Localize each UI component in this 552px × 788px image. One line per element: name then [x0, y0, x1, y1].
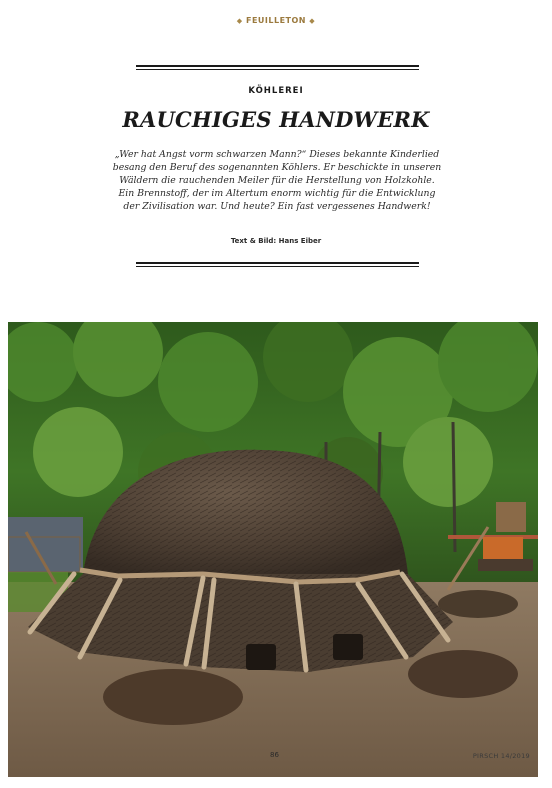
top-double-rule: [136, 65, 419, 70]
diamond-ornament-icon: ◆: [236, 17, 243, 25]
byline: Text & Bild: Hans Eiber: [230, 237, 322, 245]
page-number: 86: [270, 751, 279, 759]
lead-line: „Wer hat Angst vorm schwarzen Mann?“ Dieses bekannte Kinderlied: [114, 149, 440, 160]
lead-line: besang den Beruf des sogenannten Köhlers. Er beschickte in unseren: [112, 162, 442, 173]
charcoal-kiln-photo: [8, 322, 538, 777]
machine: [483, 537, 523, 559]
vent-hole-right: [333, 634, 363, 660]
article-lead: [92, 148, 462, 213]
trailer: [478, 559, 533, 571]
lead-line: Ein Brennstoff, der im Altertum enorm wichtig für die Entwicklung: [118, 188, 436, 199]
soil-heap-front: [103, 669, 243, 725]
vent-hole-left: [246, 644, 276, 670]
lead-line: Wäldern die rauchenden Meiler für die Herstellung von Holzkohle.: [119, 175, 435, 186]
section-label: [0, 16, 552, 25]
lead-line: der Zivilisation war. Und heute? Ein fast vergessenes Handwerk!: [123, 201, 431, 212]
article-headline: RAUCHIGES HANDWERK: [122, 107, 430, 132]
wood-stack: [496, 502, 526, 532]
soil-heap-right: [408, 650, 518, 698]
article-kicker: KÖHLEREI: [248, 86, 304, 96]
bottom-double-rule: [136, 262, 419, 267]
magazine-issue: PIRSCH 14/2019: [472, 752, 530, 760]
diamond-ornament-icon: ◆: [309, 17, 316, 25]
section-name: FEUILLETON: [245, 16, 306, 25]
soil-heap-back: [438, 590, 518, 618]
